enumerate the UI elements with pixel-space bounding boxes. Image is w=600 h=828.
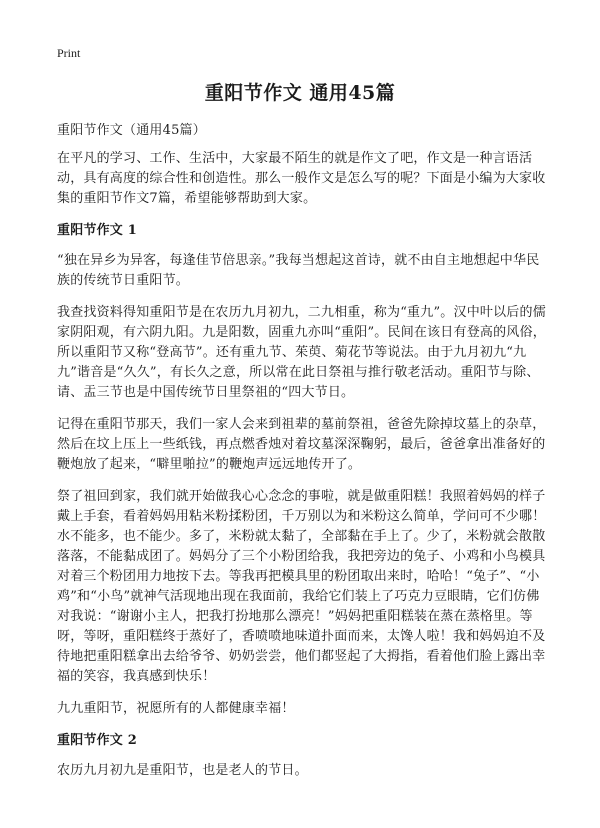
paragraph: 记得在重阳节那天，我们一家人会来到祖辈的墓前祭祖，爸爸先除掉坟墓上的杂草，然后在坟上压上一些纸钱，再点燃香烛对着坟墓深深鞠躬，最后，爸爸拿出准备好的鞭炮放了起来，“噼里啪拉”的鞭炮声远远地传开了。 xyxy=(57,417,546,472)
section-heading: 重阳节作文 2 xyxy=(57,733,137,748)
print-link[interactable]: Print xyxy=(57,46,81,60)
page-title: 重阳节作文 通用45篇 xyxy=(204,82,396,104)
article-body xyxy=(57,121,547,793)
paragraph: 农历九月初九是重阳节，也是老人的节日。 xyxy=(57,763,308,778)
intro-paragraph: 在平凡的学习、工作、生活中，大家最不陌生的就是作文了吧，作文是一种言语活动，具有高度的综合性和创造性。那么一般作文是怎么写的呢？下面是小编为大家收集的重阳节作文7篇，希望能够帮助到大家。 xyxy=(57,151,546,206)
section-heading: 重阳节作文 1 xyxy=(57,223,137,238)
paragraph: 我查找资料得知重阳节是在农历九月初九，二九相重，称为“重九”。汉中叶以后的儒家阴阳观，有六阴九阳。九是阳数，固重九亦叫“重阳”。民间在该日有登高的风俗，所以重阳节又称“登高节”。还有重九节、茱萸、菊花节等说法。由于九月初九“九九”谐音是“久久”，有长久之意，所以常在此日祭祖与推行敬老活动。重阳节与除、请、盂三节也是中国传统节日里祭祖的“四大节日。 xyxy=(57,305,546,400)
article-subtitle: 重阳节作文（通用45篇） xyxy=(57,123,206,138)
paragraph: “独在异乡为异客，每逢佳节倍思亲。”我每当想起这首诗，就不由自主地想起中华民族的传统节日重阳节。 xyxy=(57,253,540,288)
paragraph: 祭了祖回到家，我们就开始做我心心念念的事啦，就是做重阳糕！我照着妈妈的样子戴上手套，看着妈妈用粘米粉揉粉团，千万别以为和米粉这么简单，学问可不少哪！水不能多，也不能少。多了，米粉就太黏了，全部黏在手上了。少了，米粉就会散散落落，不能黏成团了。妈妈分了三个小粉团给我，我把旁边的兔子、小鸡和小鸟模具对着三个粉团用力地按下去。等我再把模具里的粉团取出来时，哈哈！“兔子”、“小鸡”和“小鸟”就神气活现地出现在我面前，我给它们装上了巧克力豆眼睛，它们仿佛对我说：“谢谢小主人，把我打扮地那么漂亮！”妈妈把重阳糕装在蒸在蒸格里。等呀，等呀，重阳糕终于蒸好了，香喷喷地味道扑面而来，太馋人啦！我和妈妈迫不及待地把重阳糕拿出去给爷爷、奶奶尝尝，他们都竖起了大拇指，看着他们脸上露出幸福的笑容，我真感到快乐！ xyxy=(57,489,546,684)
paragraph: 九九重阳节，祝愿所有的人都健康幸福！ xyxy=(57,701,295,716)
